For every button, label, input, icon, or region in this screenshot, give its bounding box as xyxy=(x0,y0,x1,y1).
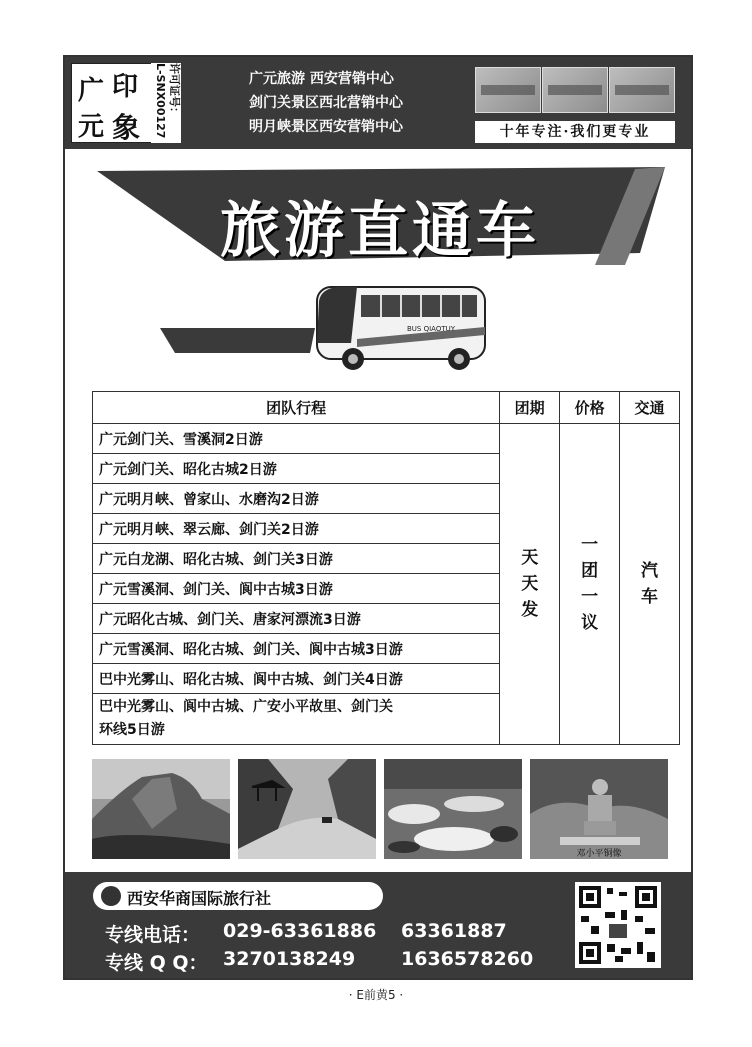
header-bar xyxy=(65,57,691,149)
header-route: 团队行程 xyxy=(93,392,500,424)
main-title: 旅游直通车 xyxy=(220,196,540,266)
photo-river-gorge xyxy=(238,759,376,859)
bus-icon xyxy=(297,273,497,383)
transport-cell xyxy=(620,424,680,745)
header-transport: 交通 xyxy=(620,392,680,424)
route-cell: 巴中光雾山、昭化古城、阆中古城、剑门关4日游 xyxy=(93,664,500,694)
route-cell: 广元白龙湖、昭化古城、剑门关3日游 xyxy=(93,544,500,574)
header-schedule: 团期 xyxy=(500,392,560,424)
license-number: L-SNX00127 xyxy=(154,63,167,139)
route-cell: 广元剑门关、雪溪洞2日游 xyxy=(93,424,500,454)
route-cell: 广元剑门关、昭化古城2日游 xyxy=(93,454,500,484)
price-char: 一 xyxy=(581,535,599,555)
header-center-lines xyxy=(249,67,403,139)
certificate-plaque-2 xyxy=(542,67,608,113)
schedule-cell xyxy=(500,424,560,745)
title-banner xyxy=(65,153,691,393)
advertisement-page xyxy=(63,55,693,980)
logo-char-2: 印 xyxy=(112,72,139,102)
header-line-2: 剑门关景区西北营销中心 xyxy=(249,95,403,111)
header-line-1: 广元旅游 西安营销中心 xyxy=(249,71,394,87)
qq-number-1: 3270138249 xyxy=(223,948,356,970)
route-cell: 广元昭化古城、剑门关、唐家河漂流3日游 xyxy=(93,604,500,634)
header-line-3: 明月峡景区西安营销中心 xyxy=(249,119,403,135)
qq-label: 专线 Q Q： xyxy=(105,952,208,974)
phone-number-2: 63361887 xyxy=(401,920,507,942)
qr-code-icon xyxy=(575,882,661,968)
price-char: 团 xyxy=(581,561,599,581)
route-cell: 广元雪溪洞、剑门关、阆中古城3日游 xyxy=(93,574,500,604)
logo-char-1: 广 xyxy=(78,76,105,106)
agency-logo-icon xyxy=(101,886,121,906)
price-char: 议 xyxy=(581,613,599,633)
page-number: · E前黄5 · xyxy=(348,988,404,1002)
logo-char-3: 元 xyxy=(78,112,105,142)
qq-number-2: 1636578260 xyxy=(401,948,534,970)
bus-side-text: BUS QIAOTUY xyxy=(407,325,456,333)
transport-char: 车 xyxy=(641,587,659,607)
route-cell: 广元明月峡、翠云廊、剑门关2日游 xyxy=(93,514,500,544)
price-char: 一 xyxy=(581,587,599,607)
table-header-row xyxy=(93,392,680,424)
route-cell xyxy=(93,694,500,745)
agency-name: 西安华商国际旅行社 xyxy=(127,889,272,908)
photo-waterfall-stream xyxy=(384,759,522,859)
phone-line xyxy=(105,920,507,947)
agency-badge xyxy=(93,882,383,910)
photo-statue xyxy=(530,759,668,859)
schedule-char: 发 xyxy=(521,600,539,620)
itinerary-table xyxy=(92,391,680,745)
certificate-plaque-1 xyxy=(475,67,541,113)
route-line-2: 环线5日游 xyxy=(99,722,165,738)
qq-line xyxy=(105,948,534,975)
schedule-char: 天 xyxy=(521,548,539,568)
license-text xyxy=(151,63,181,143)
logo-char-4: 象 xyxy=(112,111,141,144)
brand-logo xyxy=(71,63,153,143)
phone-number-1: 029-63361886 xyxy=(223,920,377,942)
table-row xyxy=(93,424,680,454)
schedule-char: 天 xyxy=(521,574,539,594)
phone-label: 专线电话： xyxy=(105,924,201,946)
header-price: 价格 xyxy=(560,392,620,424)
statue-caption: 邓小平铜像 xyxy=(576,849,622,859)
license-box xyxy=(151,63,181,143)
route-cell: 广元明月峡、曾家山、水磨沟2日游 xyxy=(93,484,500,514)
footer-bar xyxy=(65,872,691,978)
price-cell xyxy=(560,424,620,745)
route-cell: 广元雪溪洞、昭化古城、剑门关、阆中古城3日游 xyxy=(93,634,500,664)
license-label: 许可证号： xyxy=(168,63,181,118)
certificate-plaque-3 xyxy=(609,67,675,113)
route-line-1: 巴中光雾山、阆中古城、广安小平故里、剑门关 xyxy=(99,699,393,715)
slogan: 十年专注·我们更专业 xyxy=(475,121,675,143)
photo-mountain-cliff xyxy=(92,759,230,859)
transport-char: 汽 xyxy=(641,561,659,581)
